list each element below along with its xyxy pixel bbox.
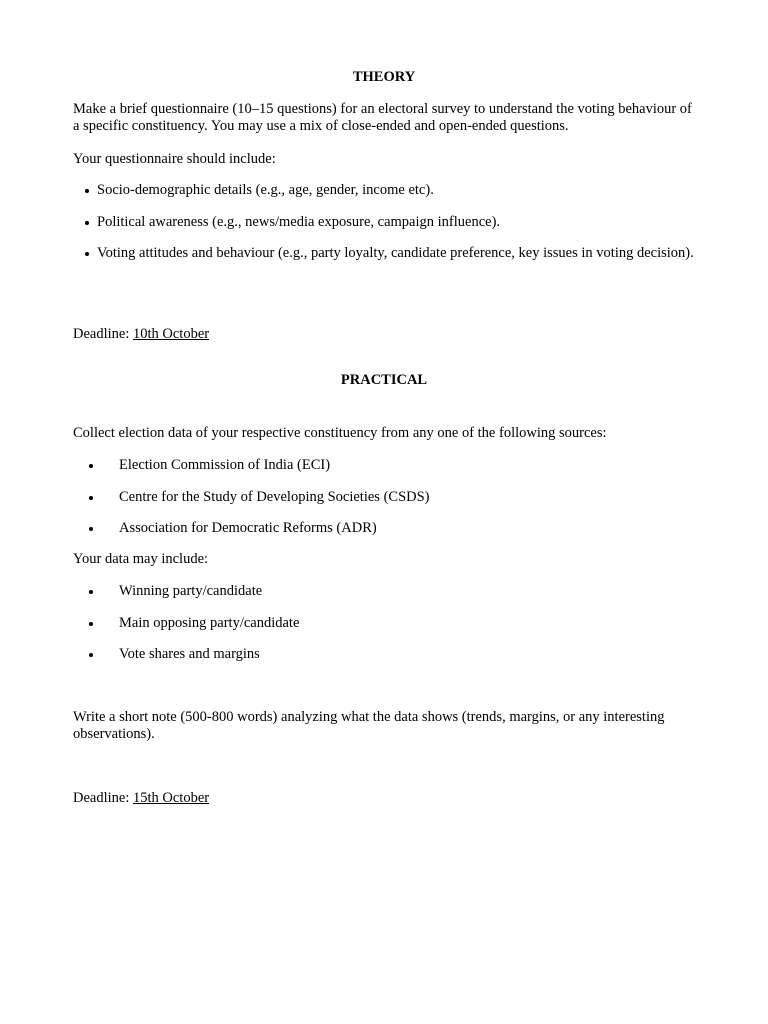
deadline-date: 10th October: [133, 326, 210, 342]
theory-deadline: [73, 326, 698, 343]
bullet-icon: [89, 496, 93, 500]
list-item: [73, 214, 698, 231]
list-item-text: Association for Democratic Reforms (ADR): [119, 520, 377, 536]
practical-note: Write a short note (500-800 words) analyzing what the data shows (trends, margins, or any interesting observations).: [73, 709, 665, 742]
list-item: [73, 182, 698, 199]
data-include-label: Your data may include:: [73, 551, 209, 567]
list-item-text: Centre for the Study of Developing Societies (CSDS): [119, 488, 430, 505]
list-item-text: Vote shares and margins: [119, 646, 260, 662]
bullet-icon: [89, 527, 93, 531]
list-item: [73, 646, 698, 663]
theory-list: [73, 182, 698, 277]
list-item-text: Election Commission of India (ECI): [119, 457, 331, 473]
list-item-text: Winning party/candidate: [119, 583, 263, 599]
practical-intro: Collect election data of your respective constituency from any one of the following sources:: [73, 425, 607, 441]
bullet-icon: [89, 590, 93, 594]
bullet-icon: [89, 653, 93, 657]
practical-deadline: [73, 790, 698, 807]
practical-heading: PRACTICAL: [340, 372, 428, 388]
list-item-text: Political awareness (e.g., news/media exposure, campaign influence).: [97, 213, 501, 230]
deadline-label: Deadline:: [73, 326, 133, 342]
theory-heading: THEORY: [352, 69, 416, 85]
list-item-text: Main opposing party/candidate: [119, 614, 300, 631]
data-items-list: [73, 583, 698, 678]
bullet-icon: [89, 464, 93, 468]
sources-list: [73, 457, 698, 552]
list-item: [73, 583, 698, 600]
bullet-icon: [89, 622, 93, 626]
list-item: [73, 520, 698, 537]
theory-include-label: Your questionnaire should include:: [73, 151, 276, 167]
list-item: [73, 615, 698, 632]
list-item-text: Voting attitudes and behaviour (e.g., party loyalty, candidate preference, key issues in voting decision).: [97, 245, 694, 261]
deadline-date: 15th October: [133, 790, 210, 806]
theory-intro: Make a brief questionnaire (10–15 questions) for an electoral survey to understand the voting behaviour of a specific constituency. You may use a mix of close-ended and open-ended questions.: [73, 101, 692, 134]
list-item-text: Socio-demographic details (e.g., age, gender, income etc).: [97, 182, 434, 198]
bullet-icon: [85, 189, 89, 193]
bullet-icon: [85, 221, 89, 225]
list-item: [73, 245, 698, 262]
bullet-icon: [85, 252, 89, 256]
deadline-label: Deadline:: [73, 790, 133, 806]
list-item: [73, 489, 698, 506]
list-item: [73, 457, 698, 474]
